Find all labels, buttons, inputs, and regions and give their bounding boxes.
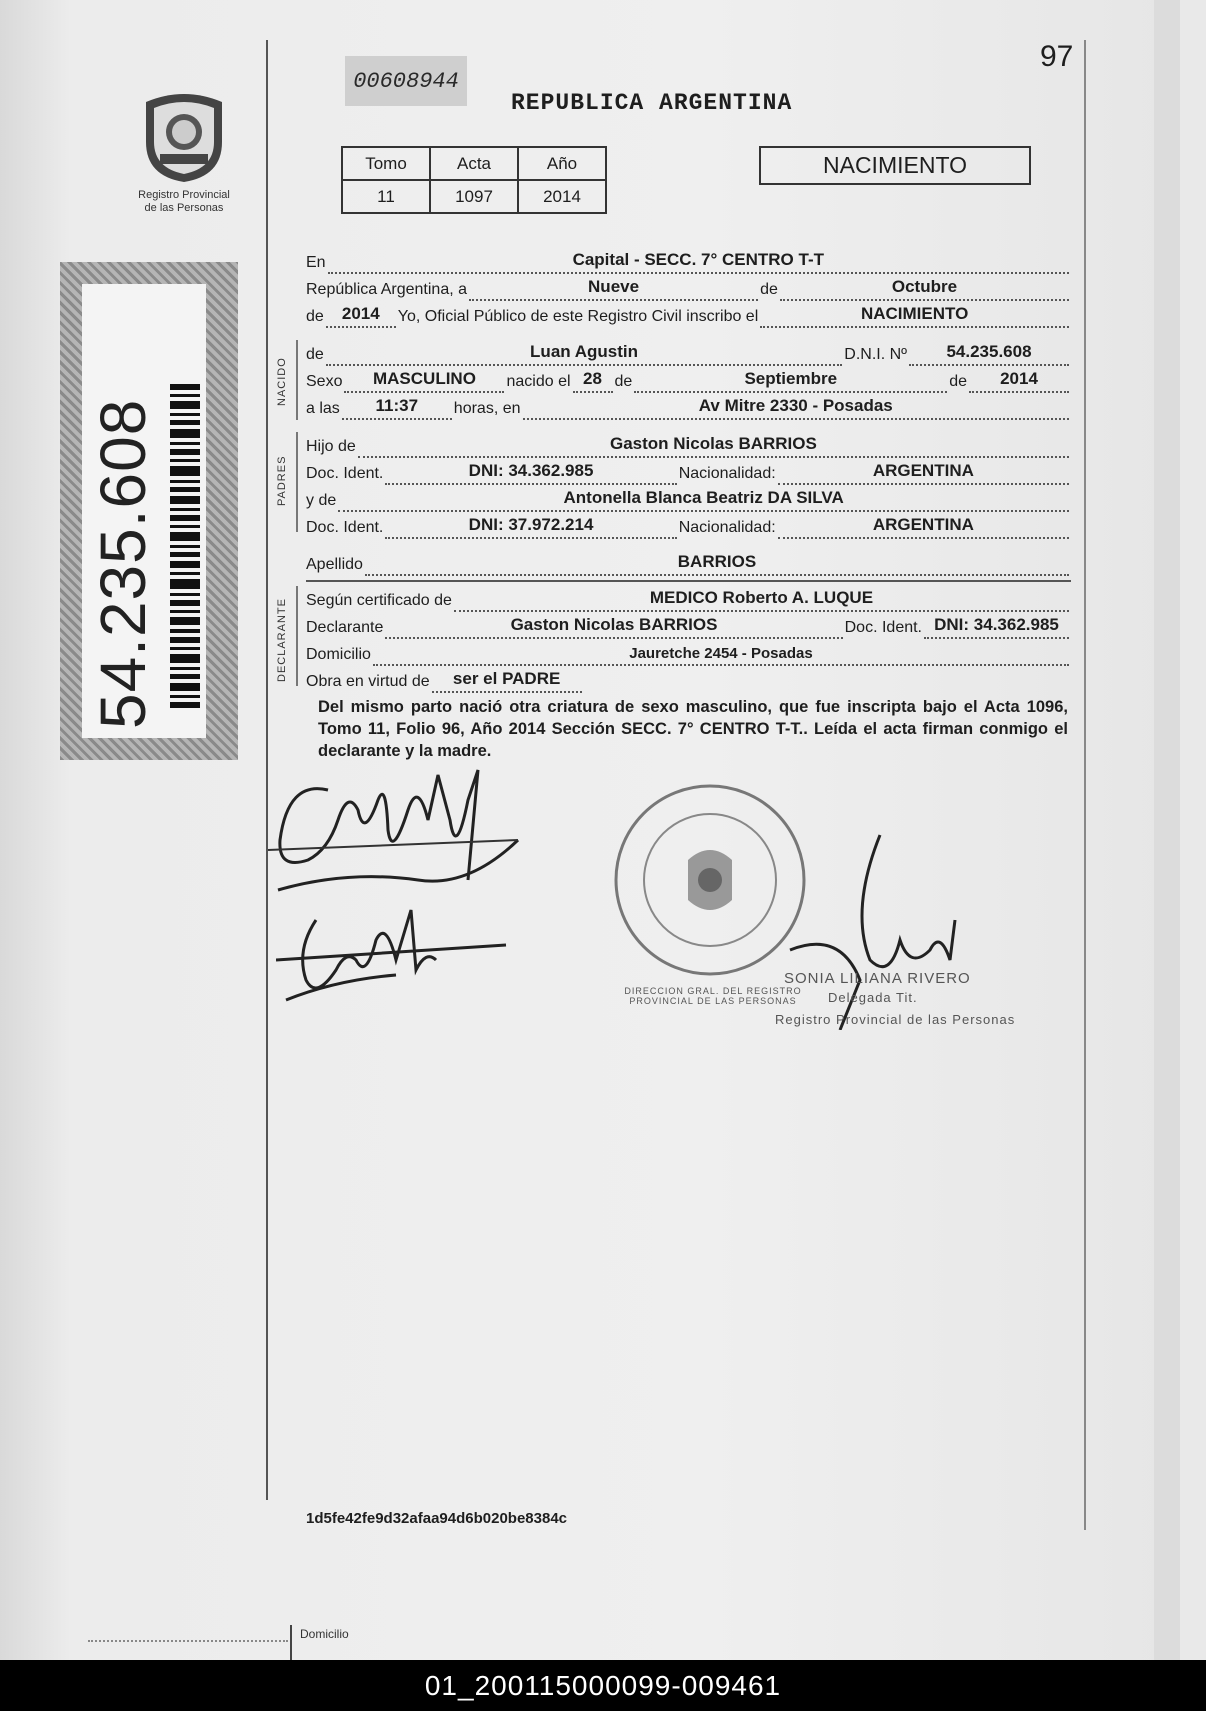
- row-name: [306, 340, 1071, 366]
- birth-year-value: 2014: [1000, 369, 1038, 388]
- dni-sticker: [60, 262, 238, 760]
- row-date: [306, 275, 1071, 301]
- record-table-values: [342, 180, 606, 213]
- day-field: [469, 279, 758, 301]
- apellido-label: Apellido: [306, 556, 363, 573]
- row-father-doc: [306, 459, 1071, 485]
- name-value: Luan Agustin: [530, 342, 639, 361]
- horas-en-label: horas, en: [453, 400, 521, 417]
- padres-group-label: PADRES: [276, 455, 288, 506]
- declarante-bar: [296, 586, 298, 686]
- bottom-dotted-line: [88, 1640, 288, 1642]
- a-las-label: a las: [306, 400, 340, 417]
- tomo-header: Tomo: [342, 147, 430, 180]
- birth-month-value: Septiembre: [744, 369, 838, 388]
- month-value: Octubre: [891, 277, 958, 296]
- time-value: 11:37: [375, 396, 419, 415]
- tomo-value: 11: [342, 180, 430, 213]
- row-sexo: [306, 367, 1071, 393]
- inscribo-value: NACIMIENTO: [860, 304, 969, 323]
- anio-header: Año: [518, 147, 606, 180]
- sexo-label: Sexo: [306, 373, 343, 390]
- declarante-doc-field: [924, 617, 1069, 639]
- mother-nationality: ARGENTINA: [872, 515, 974, 534]
- republica-label: República Argentina, a: [306, 281, 467, 298]
- nacido-el-label: nacido el: [506, 373, 571, 390]
- row-certificado: [306, 586, 1071, 612]
- domicilio-field: [373, 644, 1069, 666]
- father-doc-label: Doc. Ident.: [306, 465, 384, 482]
- birth-month-de-label: de: [614, 373, 633, 390]
- father-field: [358, 436, 1069, 458]
- obra-value: ser el PADRE: [452, 669, 561, 688]
- sexo-value: MASCULINO: [372, 369, 476, 388]
- registry-caption: [134, 189, 234, 215]
- month-field: [780, 279, 1069, 301]
- row-en: [306, 248, 1071, 274]
- certificado-value: MEDICO Roberto A. LUQUE: [649, 588, 874, 607]
- document-title: REPUBLICA ARGENTINA: [511, 90, 793, 116]
- mother-field: [338, 490, 1069, 512]
- year-field: [326, 306, 396, 328]
- mother-name: Antonella Blanca Beatriz DA SILVA: [563, 488, 844, 507]
- en-label: En: [306, 254, 326, 271]
- row-mother-doc: [306, 513, 1071, 539]
- apellido-field: [365, 554, 1069, 576]
- footer-id: 01_200115000099-009461: [0, 1660, 1206, 1711]
- place-field: [523, 398, 1069, 420]
- mother-doc-label: Doc. Ident.: [306, 519, 384, 536]
- official-role: Delegada Tit.: [828, 990, 918, 1005]
- birth-note: Del mismo parto nació otra criatura de sexo masculino, que fue inscripta bajo el Acta 1096, Tomo 11, Folio 96, Año 2014 Sección SECC. 7° CENTRO T-T.. Leída el acta firman conmigo el declarante y la madre.: [318, 698, 1068, 760]
- apellido-divider: [306, 580, 1071, 582]
- row-obra: [306, 667, 1071, 693]
- declarant-signature: [268, 760, 558, 910]
- birth-day-field: [573, 371, 613, 393]
- declarante-group-label: DECLARANTE: [276, 598, 288, 682]
- acta-value: 1097: [430, 180, 518, 213]
- official-office: Registro Provincial de las Personas: [775, 1012, 1016, 1027]
- birth-day-value: 28: [583, 369, 602, 388]
- father-doc-field: [385, 463, 676, 485]
- declarante-value: Gaston Nicolas BARRIOS: [510, 615, 718, 634]
- sheet-edge: [1154, 0, 1180, 1660]
- en-field: [328, 252, 1069, 274]
- row-inscribo: [306, 302, 1071, 328]
- certificado-label: Según certificado de: [306, 592, 452, 609]
- y-de-label: y de: [306, 492, 337, 509]
- stamp-ring-text: DIRECCION GRAL. DEL REGISTRO PROVINCIAL DE LAS PERSONAS: [624, 986, 802, 1006]
- place-value: Av Mitre 2330 - Posadas: [698, 396, 893, 415]
- declarante-doc: DNI: 34.362.985: [934, 615, 1059, 634]
- name-label: de: [306, 346, 324, 363]
- name-field: [326, 344, 842, 366]
- acta-header: Acta: [430, 147, 518, 180]
- control-number: 00608944: [345, 56, 467, 106]
- declarante-label: Declarante: [306, 619, 384, 636]
- en-value: Capital - SECC. 7° CENTRO T-T: [572, 250, 824, 269]
- father-nationality: ARGENTINA: [872, 461, 974, 480]
- barcode-icon: [170, 384, 200, 714]
- official-name: SONIA LILIANA RIVERO: [784, 970, 971, 987]
- birth-year-field: [969, 371, 1069, 393]
- father-nationality-field: [778, 463, 1069, 485]
- father-doc: DNI: 34.362.985: [468, 461, 594, 480]
- apellido-value: BARRIOS: [677, 552, 757, 571]
- registry-caption-line1: Registro Provincial: [138, 189, 230, 201]
- province-seal-icon: [134, 84, 234, 184]
- anio-value: 2014: [518, 180, 606, 213]
- day-value: Nueve: [588, 277, 640, 296]
- sexo-field: [344, 371, 504, 393]
- document-hash: 1d5fe42fe9d32afaa94d6b020be8384c: [306, 1510, 568, 1527]
- row-domicilio: [306, 640, 1071, 666]
- dni-field: [909, 344, 1069, 366]
- sticker-dni-number: 54.235.608: [87, 398, 159, 729]
- mother-doc-field: [385, 517, 676, 539]
- record-table-header: [342, 147, 606, 180]
- declarante-field: [385, 617, 842, 639]
- dni-label: D.N.I. Nº: [844, 346, 907, 363]
- obra-label: Obra en virtud de: [306, 673, 430, 690]
- nacido-bar: [296, 340, 298, 420]
- row-father: [306, 432, 1071, 458]
- bottom-rule: [290, 1625, 292, 1660]
- year-value: 2014: [341, 304, 380, 323]
- row-apellido: [306, 550, 1071, 576]
- nacido-group-label: NACIDO: [276, 357, 288, 406]
- obra-field: [432, 671, 582, 693]
- bottom-domicilio-label: Domicilio: [300, 1627, 349, 1641]
- month-de-label: de: [760, 281, 778, 298]
- province-seal: [134, 84, 234, 215]
- domicilio-value: Jauretche 2454 - Posadas: [629, 645, 813, 662]
- mother-nationality-label: Nacionalidad:: [678, 519, 776, 536]
- record-type: NACIMIENTO: [759, 146, 1031, 185]
- registry-caption-line2: de las Personas: [144, 202, 224, 214]
- inscribo-label: Yo, Oficial Público de este Registro Civil inscribo el: [397, 308, 759, 325]
- time-field: [342, 398, 452, 420]
- mother-nationality-field: [778, 517, 1069, 539]
- birth-year-de-label: de: [949, 373, 967, 390]
- declarante-doc-label: Doc. Ident.: [844, 619, 922, 636]
- record-table: [341, 146, 607, 214]
- father-nationality-label: Nacionalidad:: [678, 465, 776, 482]
- dni-value: 54.235.608: [946, 342, 1032, 361]
- year-de-label: de: [306, 308, 324, 325]
- obra-spacer: [586, 671, 1069, 693]
- hijo-de-label: Hijo de: [306, 438, 356, 455]
- mother-doc: DNI: 37.972.214: [468, 515, 594, 534]
- padres-bar: [296, 432, 298, 532]
- page-number: 97: [1040, 40, 1074, 73]
- mother-signature: [276, 900, 526, 1010]
- certificado-field: [454, 590, 1069, 612]
- inscribo-field: [760, 306, 1069, 328]
- row-declarante: [306, 613, 1071, 639]
- row-mother: [306, 486, 1071, 512]
- birth-month-field: [634, 371, 947, 393]
- right-rule: [1084, 40, 1086, 1530]
- row-time: [306, 394, 1071, 420]
- domicilio-label: Domicilio: [306, 646, 371, 663]
- sticker-inner: [82, 284, 206, 738]
- father-name: Gaston Nicolas BARRIOS: [609, 434, 817, 453]
